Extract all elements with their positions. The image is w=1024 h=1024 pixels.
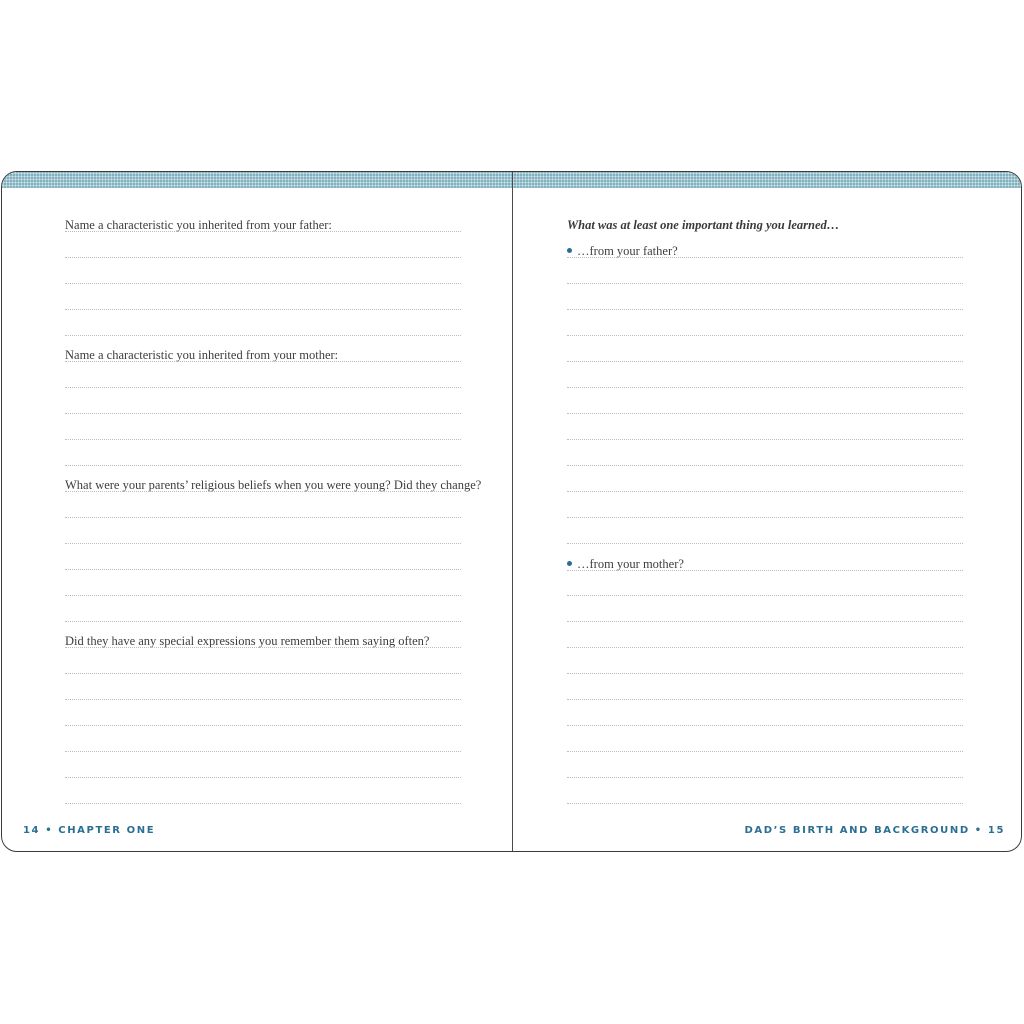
writing-line[interactable] [567, 309, 963, 310]
writing-line[interactable] [65, 621, 461, 622]
prompt-special-expressions: Did they have any special expressions you remember them saying often? [65, 634, 430, 648]
writing-line[interactable] [65, 647, 461, 648]
subprompt-mother-text: …from your mother? [577, 557, 684, 571]
left-page [2, 172, 512, 851]
writing-line[interactable] [567, 777, 963, 778]
writing-line[interactable] [65, 335, 461, 336]
prompt-religious-beliefs: What were your parents’ religious beliefs when you were young? Did they change? [65, 478, 482, 492]
writing-line[interactable] [65, 751, 461, 752]
subprompt-father [567, 244, 678, 258]
writing-line[interactable] [567, 335, 963, 336]
writing-line[interactable] [65, 387, 461, 388]
prompt-father-characteristic: Name a characteristic you inherited from your father: [65, 218, 332, 232]
subprompt-father-text: …from your father? [577, 244, 678, 258]
writing-line[interactable] [567, 517, 963, 518]
writing-line[interactable] [567, 725, 963, 726]
writing-line[interactable] [567, 595, 963, 596]
writing-line[interactable] [65, 361, 461, 362]
open-book-spread [1, 171, 1022, 852]
writing-line[interactable] [65, 777, 461, 778]
writing-line[interactable] [567, 413, 963, 414]
writing-line[interactable] [65, 543, 461, 544]
writing-line[interactable] [567, 673, 963, 674]
right-page-heading: What was at least one important thing you learned… [567, 218, 840, 232]
subprompt-mother [567, 557, 684, 571]
writing-line[interactable] [65, 257, 461, 258]
writing-line[interactable] [567, 439, 963, 440]
writing-line[interactable] [65, 803, 461, 804]
prompt-mother-characteristic: Name a characteristic you inherited from your mother: [65, 348, 339, 362]
bullet-icon [567, 248, 572, 253]
writing-line[interactable] [65, 439, 461, 440]
writing-line[interactable] [65, 231, 461, 232]
writing-line[interactable] [65, 569, 461, 570]
writing-line[interactable] [65, 595, 461, 596]
writing-line[interactable] [65, 491, 461, 492]
writing-line[interactable] [567, 570, 963, 571]
writing-line[interactable] [567, 465, 963, 466]
writing-line[interactable] [567, 647, 963, 648]
right-page-footer: DAD’S BIRTH AND BACKGROUND • 15 [744, 825, 1005, 836]
writing-line[interactable] [567, 257, 963, 258]
writing-line[interactable] [65, 699, 461, 700]
writing-line[interactable] [567, 387, 963, 388]
writing-line[interactable] [567, 491, 963, 492]
writing-line[interactable] [567, 751, 963, 752]
writing-line[interactable] [567, 621, 963, 622]
left-page-footer: 14 • CHAPTER ONE [23, 825, 156, 836]
writing-line[interactable] [65, 517, 461, 518]
right-page [513, 172, 1022, 851]
writing-line[interactable] [65, 283, 461, 284]
writing-line[interactable] [567, 283, 963, 284]
writing-line[interactable] [65, 413, 461, 414]
writing-line[interactable] [65, 725, 461, 726]
bullet-icon [567, 561, 572, 566]
writing-line[interactable] [65, 465, 461, 466]
writing-line[interactable] [567, 699, 963, 700]
writing-line[interactable] [65, 673, 461, 674]
writing-line[interactable] [567, 543, 963, 544]
writing-line[interactable] [65, 309, 461, 310]
writing-line[interactable] [567, 803, 963, 804]
writing-line[interactable] [567, 361, 963, 362]
